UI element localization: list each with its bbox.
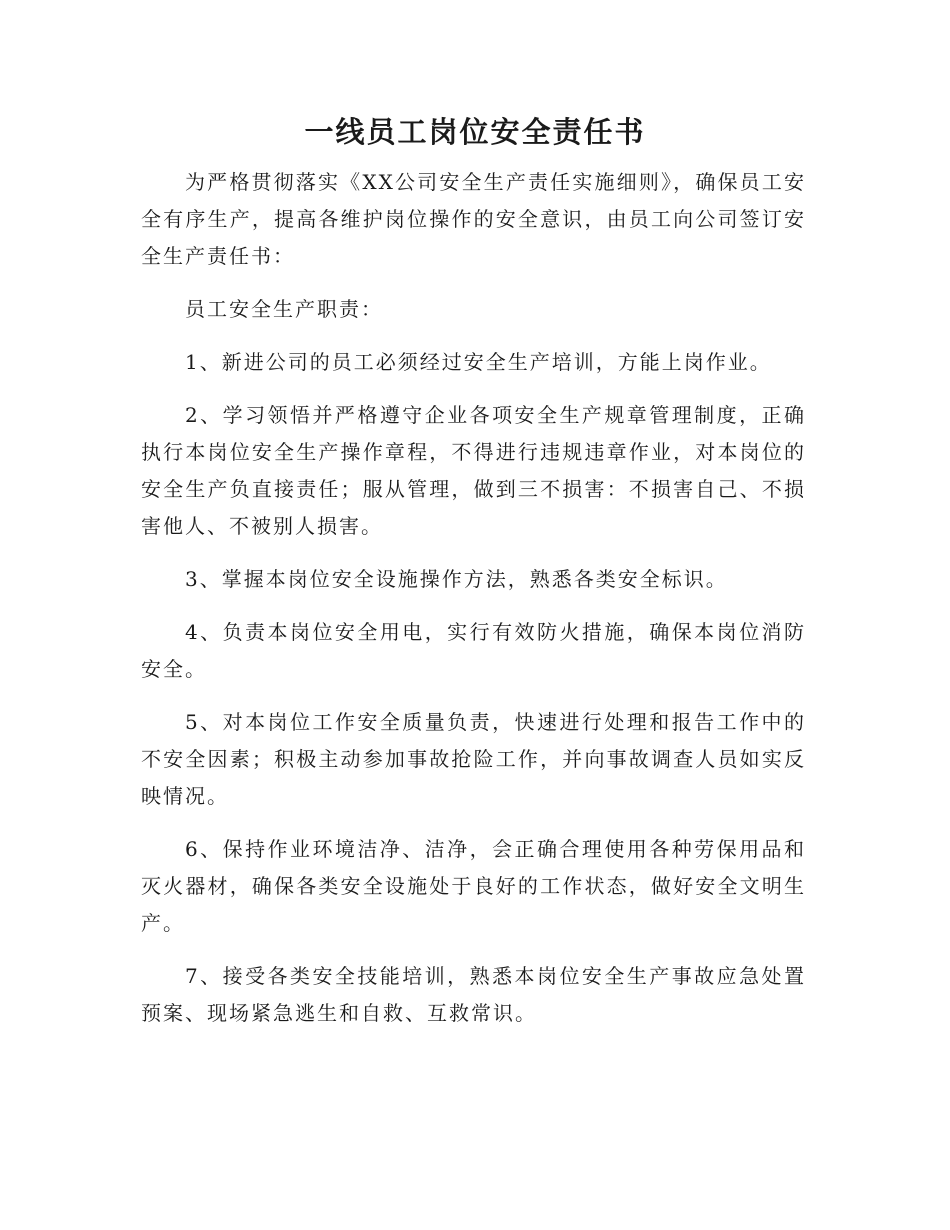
paragraph-item-2: 2、学习领悟并严格遵守企业各项安全生产规章管理制度，正确执行本岗位安全生产操作章程，不得进行违规违章作业，对本岗位的安全生产负直接责任；服从管理，做到三不损害：不损害自己、不损害他人、不被别人损害。 <box>141 403 806 538</box>
paragraph-item-6: 6、保持作业环境洁净、洁净，会正确合理使用各种劳保用品和灭火器材，确保各类安全设施处于良好的工作状态，做好安全文明生产。 <box>141 837 806 935</box>
document-title: 一线员工岗位安全责任书 <box>304 115 646 149</box>
paragraph-item-1: 1、新进公司的员工必须经过安全生产培训，方能上岗作业。 <box>185 350 772 374</box>
paragraph-duties-heading: 员工安全生产职责： <box>185 297 383 321</box>
paragraph-intro: 为严格贯彻落实《XX公司安全生产责任实施细则》，确保员工安全有序生产，提高各维护岗位操作的安全意识，由员工向公司签订安全生产责任书： <box>141 170 806 268</box>
paragraph-item-7: 7、接受各类安全技能培训，熟悉本岗位安全生产事故应急处置预案、现场紧急逃生和自救、互救常识。 <box>141 964 806 1025</box>
paragraph-item-3: 3、掌握本岗位安全设施操作方法，熟悉各类安全标识。 <box>185 567 728 591</box>
document-body <box>141 164 806 1048</box>
paragraph-item-5: 5、对本岗位工作安全质量负责，快速进行处理和报告工作中的不安全因素；积极主动参加事故抢险工作，并向事故调查人员如实反映情况。 <box>141 710 806 808</box>
paragraph-item-4: 4、负责本岗位安全用电，实行有效防火措施，确保本岗位消防安全。 <box>141 620 806 681</box>
